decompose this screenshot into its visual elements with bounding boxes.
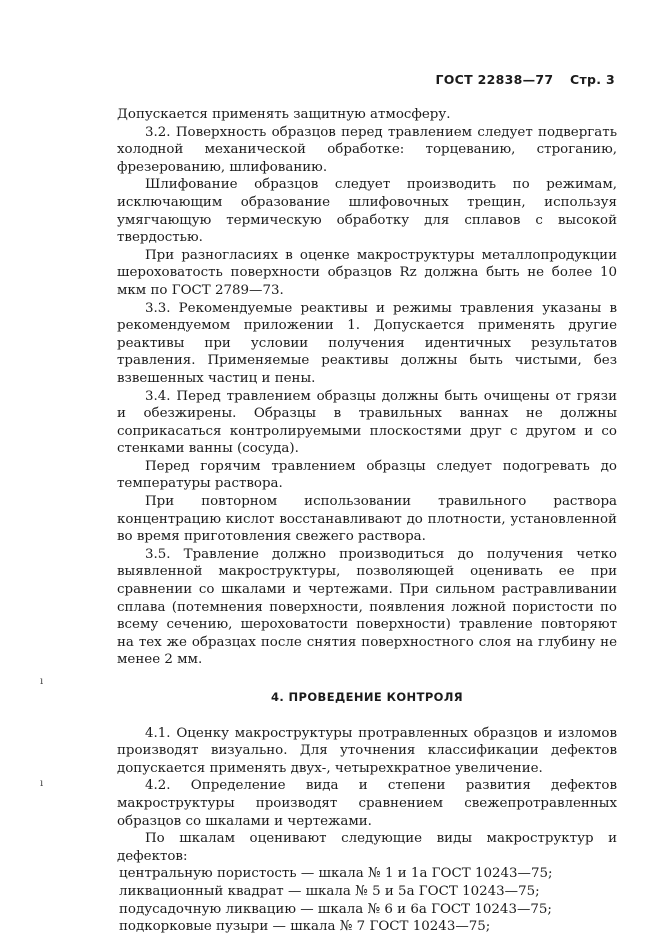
- paragraph: 4.2. Определение вида и степени развития дефектов макроструктуры производят сравнением свежепротравленных образцов со шкалами и чертежами.: [117, 778, 617, 829]
- paragraph: 3.3. Рекомендуемые реактивы и режимы травления указаны в рекомендуемом приложении 1. Допускается применять другие реактивы при условии получения идентичных результатов травления. Применяемые реактивы должны быть чистыми, без взвешенных частиц и пены.: [117, 300, 617, 386]
- paragraph: Шлифование образцов следует производить по режимам, исключающим образование шлифовочных трещин, используя умягчающую термическую обработку для сплавов с высокой твердостью.: [117, 177, 617, 246]
- paragraph: По шкалам оценивают следующие виды макроструктур и дефектов:: [117, 831, 617, 864]
- section-title: 4. ПРОВЕДЕНИЕ КОНТРОЛЯ: [270, 690, 464, 704]
- list-item: центральную пористость — шкала № 1 и 1а ГОСТ 10243—75;: [119, 866, 553, 882]
- margin-mark: ı: [40, 676, 44, 687]
- paragraph: При разногласиях в оценке макроструктуры металлопродукции шероховатость поверхности образцов Rz должна быть не более 10 мкм по ГОСТ 2789—73.: [117, 247, 617, 298]
- standard-number: ГОСТ 22838—77: [435, 72, 554, 87]
- paragraph: 3.2. Поверхность образцов перед травлением следует подвергать холодной механической обработке: торцеванию, строганию, фрезерованию, шлифованию.: [117, 124, 617, 175]
- paragraph: Перед горячим травлением образцы следует подогревать до температуры раствора.: [117, 458, 617, 492]
- paragraph: Допускается применять защитную атмосферу.: [117, 107, 451, 122]
- paragraph: При повторном использовании травильного раствора концентрацию кислот восстанавливают до плотности, установленной во время приготовления свежего раствора.: [117, 494, 617, 545]
- list-item: подусадочную ликвацию — шкала № 6 и 6а ГОСТ 10243—75;: [119, 901, 552, 917]
- document-body: [117, 106, 617, 936]
- paragraph: 4.1. Оценку макроструктуры протравленных образцов и изломов производят визуально. Для уточнения классификации дефектов допускается применять двух-, четырехкратное увеличение.: [117, 725, 617, 776]
- paragraph: 3.5. Травление должно производиться до получения четко выявленной макроструктуры, позволяющей оценивать ее при сравнении со шкалами и чертежами. При сильном растравливании сплава (потемнения поверхности, появления ложной пористости по всему сечению, шероховатости поверхности) травление повторяют на тех же образцах после снятия поверхностного слоя на глубину не менее 2 мм.: [117, 546, 617, 668]
- paragraph: 3.4. Перед травлением образцы должны быть очищены от грязи и обезжирены. Образцы в травильных ваннах не должны соприкасаться контролируемыми плоскостями друг с другом и со стенками ванны (сосуда).: [117, 388, 617, 457]
- page-number: Стр. 3: [570, 72, 615, 87]
- margin-mark: ı: [40, 778, 44, 789]
- page-header: [400, 72, 615, 87]
- list-item: ликвационный квадрат — шкала № 5 и 5а ГОСТ 10243—75;: [119, 883, 540, 899]
- list-item: подкорковые пузыри — шкала № 7 ГОСТ 10243—75;: [119, 919, 491, 935]
